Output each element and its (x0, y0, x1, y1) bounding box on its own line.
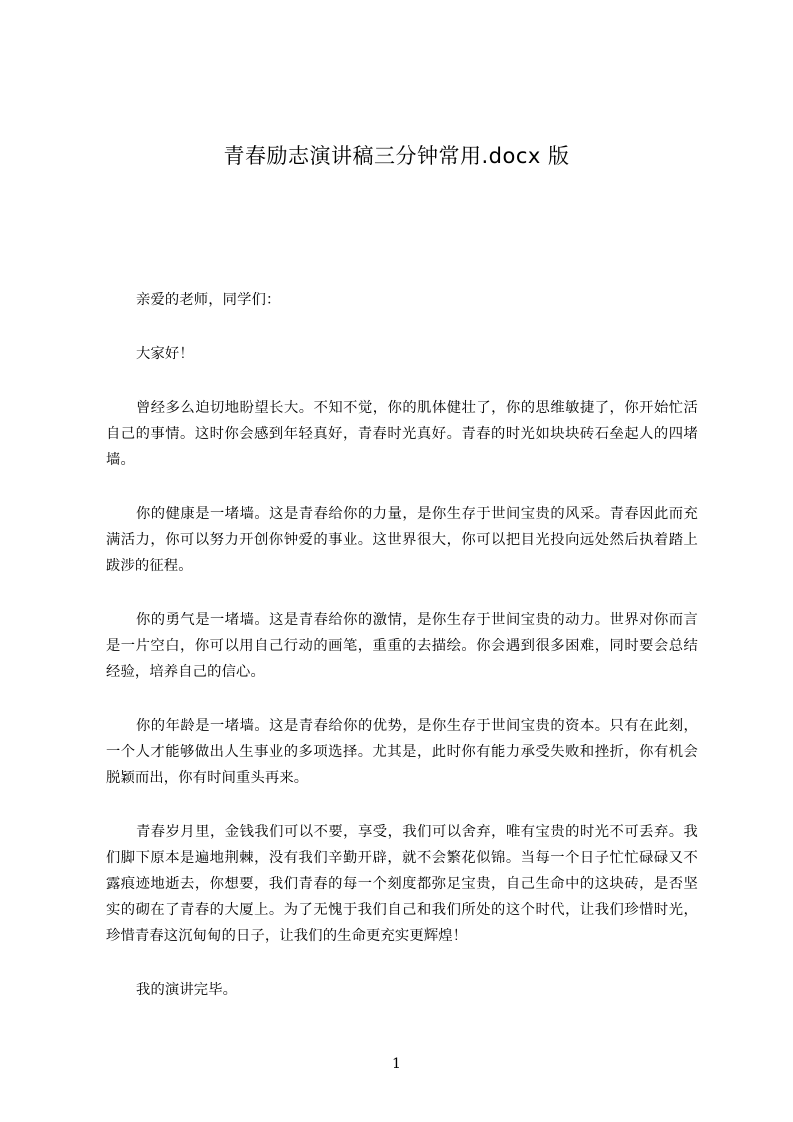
paragraph-youth-time: 青春岁月里，金钱我们可以不要，享受，我们可以舍弃，唯有宝贵的时光不可丢弃。我们脚下原本是遍地荆棘，没有我们辛勤开辟，就不会繁花似锦。当每一个日子忙忙碌碌又不露痕迹地逝去，你想要，我们青春的每一个刻度都弥足宝贵，自己生命中的这块砖，是否坚实的砌在了青春的大厦上。为了无愧于我们自己和我们所处的这个时代，让我们珍惜时光，珍惜青春这沉甸甸的日子，让我们的生命更充实更辉煌！ (106, 824, 698, 944)
paragraph-courage-wall: 你的勇气是一堵墙。这是青春给你的激情，是你生存于世间宝贵的动力。世界对你而言是一片空白，你可以用自己行动的画笔，重重的去描绘。你会遇到很多困难，同时要会总结经验，培养自己的信心。 (106, 612, 698, 680)
document-body (106, 287, 698, 1031)
paragraph-salutation: 亲爱的老师，同学们： (136, 292, 281, 308)
page-number: 1 (392, 1056, 401, 1072)
paragraph-intro: 曾经多么迫切地盼望长大。不知不觉，你的肌体健壮了，你的思维敏捷了，你开始忙活自己的事情。这时你会感到年轻真好，青春时光真好。青春的时光如块块砖石垒起人的四堵墙。 (106, 400, 698, 468)
paragraph-closing: 我的演讲完毕。 (136, 982, 238, 998)
paragraph-greeting: 大家好！ (136, 346, 194, 362)
paragraph-age-wall: 你的年龄是一堵墙。这是青春给你的优势，是你生存于世间宝贵的资本。只有在此刻，一个人才能够做出人生事业的多项选择。尤其是，此时你有能力承受失败和挫折，你有机会脱颖而出，你有时间重头再来。 (106, 718, 698, 786)
document-title: 青春励志演讲稿三分钟常用.docx 版 (223, 144, 570, 168)
paragraph-health-wall: 你的健康是一堵墙。这是青春给你的力量，是你生存于世间宝贵的风采。青春因此而充满活力，你可以努力开创你钟爱的事业。这世界很大，你可以把目光投向远处然后执着踏上跋涉的征程。 (106, 506, 698, 574)
